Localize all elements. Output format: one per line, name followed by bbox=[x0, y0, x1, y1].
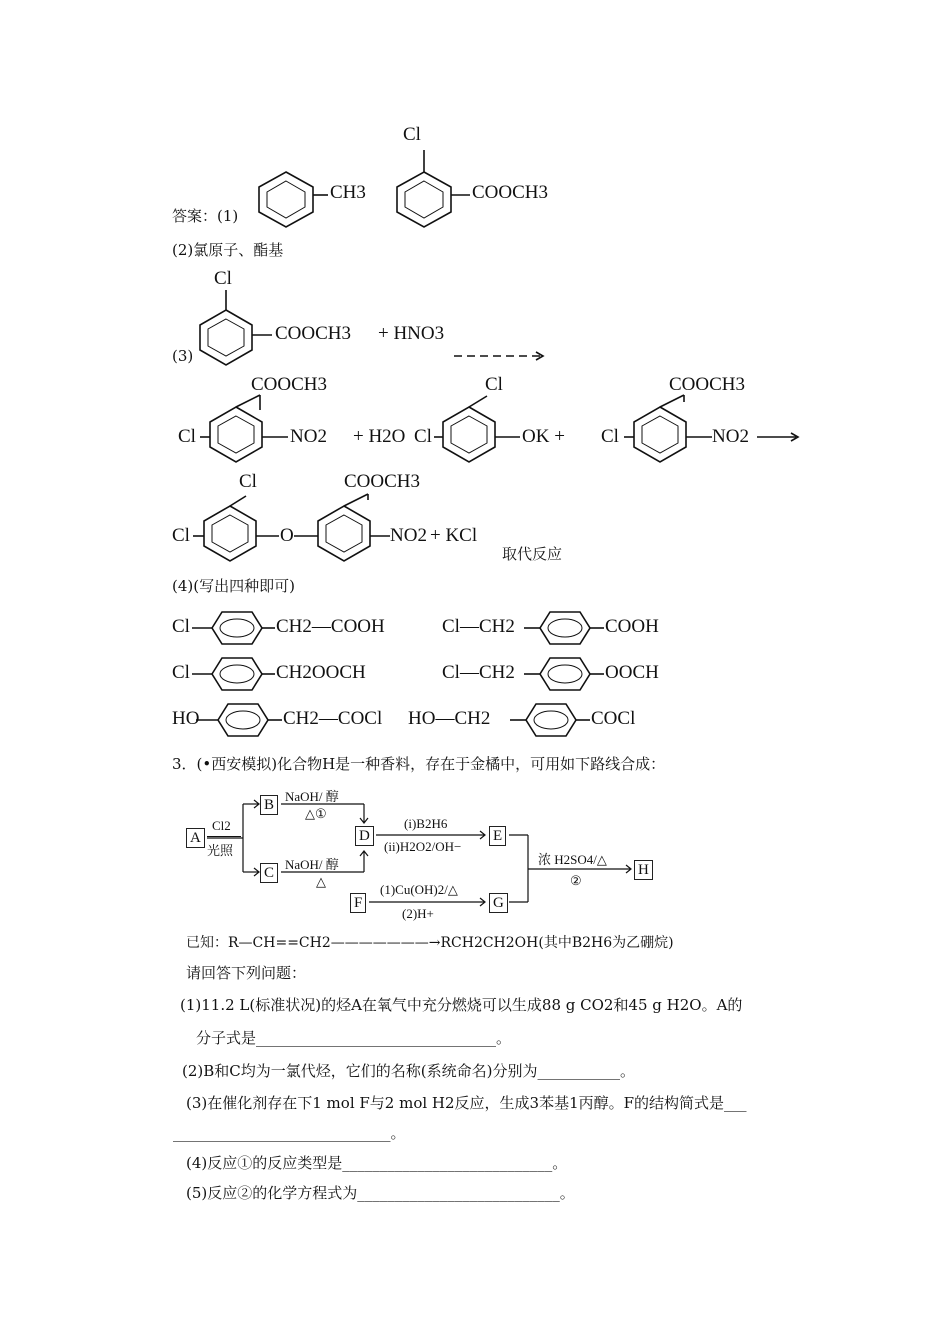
sub-question-5: (5)反应②的化学方程式为___________________________。 bbox=[186, 1184, 575, 1202]
node-f: F bbox=[350, 893, 366, 913]
sub-question-1b: 分子式是________________________________。 bbox=[196, 1029, 512, 1047]
ester-group: COOCH3 bbox=[251, 374, 328, 395]
nitro-group: NO2 bbox=[712, 426, 749, 447]
condition-h2so4: 浓 H2SO4/△ bbox=[538, 852, 607, 867]
answer-item-2: (2)氯原子、酯基 bbox=[172, 241, 284, 259]
condition-step2: ② bbox=[570, 873, 582, 888]
nitric-acid: + HNO3 bbox=[378, 323, 445, 344]
node-h: H bbox=[634, 860, 653, 880]
isomer-text: HO—CH2 bbox=[408, 708, 491, 729]
benzene-ring-inner bbox=[267, 181, 305, 218]
ester-group: COOCH3 bbox=[275, 323, 352, 344]
node-g: G bbox=[489, 893, 508, 913]
known-reaction: 已知：R—CH==CH2———————→RCH2CH2OH(其中B2H6为乙硼烷) bbox=[186, 935, 674, 951]
chlorine-label: Cl bbox=[601, 426, 619, 447]
node-e: E bbox=[489, 826, 506, 846]
nitro-group: NO2 bbox=[390, 525, 427, 546]
answer-label: 答案：(1) bbox=[172, 207, 239, 225]
isomer-text: CH2—COCl bbox=[283, 708, 383, 729]
condition-delta: △ bbox=[316, 874, 326, 889]
isomer-text: COOH bbox=[605, 616, 659, 637]
chlorine-label: Cl bbox=[172, 662, 190, 683]
ester-group: COOCH3 bbox=[669, 374, 746, 395]
water: + H2O bbox=[353, 426, 406, 447]
nitro-group: NO2 bbox=[290, 426, 327, 447]
answer-item-3: (3) bbox=[172, 347, 194, 365]
chlorine-label: Cl bbox=[485, 374, 503, 395]
isomer-text: COCl bbox=[591, 708, 636, 729]
chlorine-label: Cl bbox=[239, 471, 257, 492]
reaction-type: 取代反应 bbox=[502, 545, 563, 563]
chlorine-label: Cl bbox=[172, 616, 190, 637]
condition-naoh: NaOH/ 醇 bbox=[285, 789, 339, 804]
methyl-group: CH3 bbox=[330, 182, 366, 203]
sub-question-3a: (3)在催化剂存在下1 mol F与2 mol H2反应，生成3苯基1丙醇。F的结构简式是___ bbox=[186, 1094, 747, 1112]
isomer-text: Cl—CH2 bbox=[442, 662, 515, 683]
question-3-intro: 3．(•西安模拟)化合物H是一种香料，存在于金橘中，可用如下路线合成： bbox=[172, 755, 666, 773]
potassium-phenoxide: OK + bbox=[522, 426, 565, 447]
potassium-chloride: + KCl bbox=[430, 525, 478, 546]
node-a: A bbox=[186, 828, 205, 848]
node-b: B bbox=[260, 795, 278, 815]
isomer-text: Cl—CH2 bbox=[442, 616, 515, 637]
condition-cuoh2: (1)Cu(OH)2/△ bbox=[380, 882, 458, 897]
condition-cl2: Cl2 bbox=[212, 818, 231, 833]
node-c: C bbox=[260, 863, 278, 883]
condition-light: 光照 bbox=[207, 843, 234, 858]
chlorine-label: Cl bbox=[414, 426, 432, 447]
condition-hplus: (2)H+ bbox=[402, 906, 434, 921]
isomer-rings bbox=[192, 612, 604, 736]
sub-question-4: (4)反应①的反应类型是____________________________。 bbox=[186, 1154, 568, 1172]
condition-b2h6: (i)B2H6 bbox=[404, 816, 448, 831]
isomer-text: CH2OOCH bbox=[276, 662, 366, 683]
condition-naoh: NaOH/ 醇 bbox=[285, 857, 339, 872]
ester-group: COOCH3 bbox=[472, 182, 549, 203]
answer-item-4: (4)(写出四种即可) bbox=[172, 577, 295, 595]
chlorine-label: Cl bbox=[214, 268, 232, 289]
prompt: 请回答下列问题： bbox=[186, 964, 307, 982]
sub-question-1a: (1)11.2 L(标准状况)的烃A在氧气中充分燃烧可以生成88 g CO2和45 g H2O。A的 bbox=[180, 996, 743, 1014]
isomer-text: CH2—COOH bbox=[276, 616, 385, 637]
isomer-text: OOCH bbox=[605, 662, 659, 683]
isomer-text: HO bbox=[172, 708, 200, 729]
divider bbox=[207, 836, 241, 837]
chlorine-label: Cl bbox=[403, 124, 421, 145]
condition-h2o2: (ii)H2O2/OH− bbox=[384, 839, 462, 854]
ester-group: COOCH3 bbox=[344, 471, 421, 492]
sub-question-2: (2)B和C均为一氯代烃，它们的名称(系统命名)分别为___________。 bbox=[182, 1062, 635, 1080]
chlorine-label: Cl bbox=[172, 525, 190, 546]
node-d: D bbox=[355, 826, 374, 846]
sub-question-3b: _____________________________。 bbox=[173, 1124, 406, 1142]
chlorine-label: Cl bbox=[178, 426, 196, 447]
condition-step1: △① bbox=[305, 806, 327, 821]
ether-oxygen: O bbox=[280, 525, 294, 546]
